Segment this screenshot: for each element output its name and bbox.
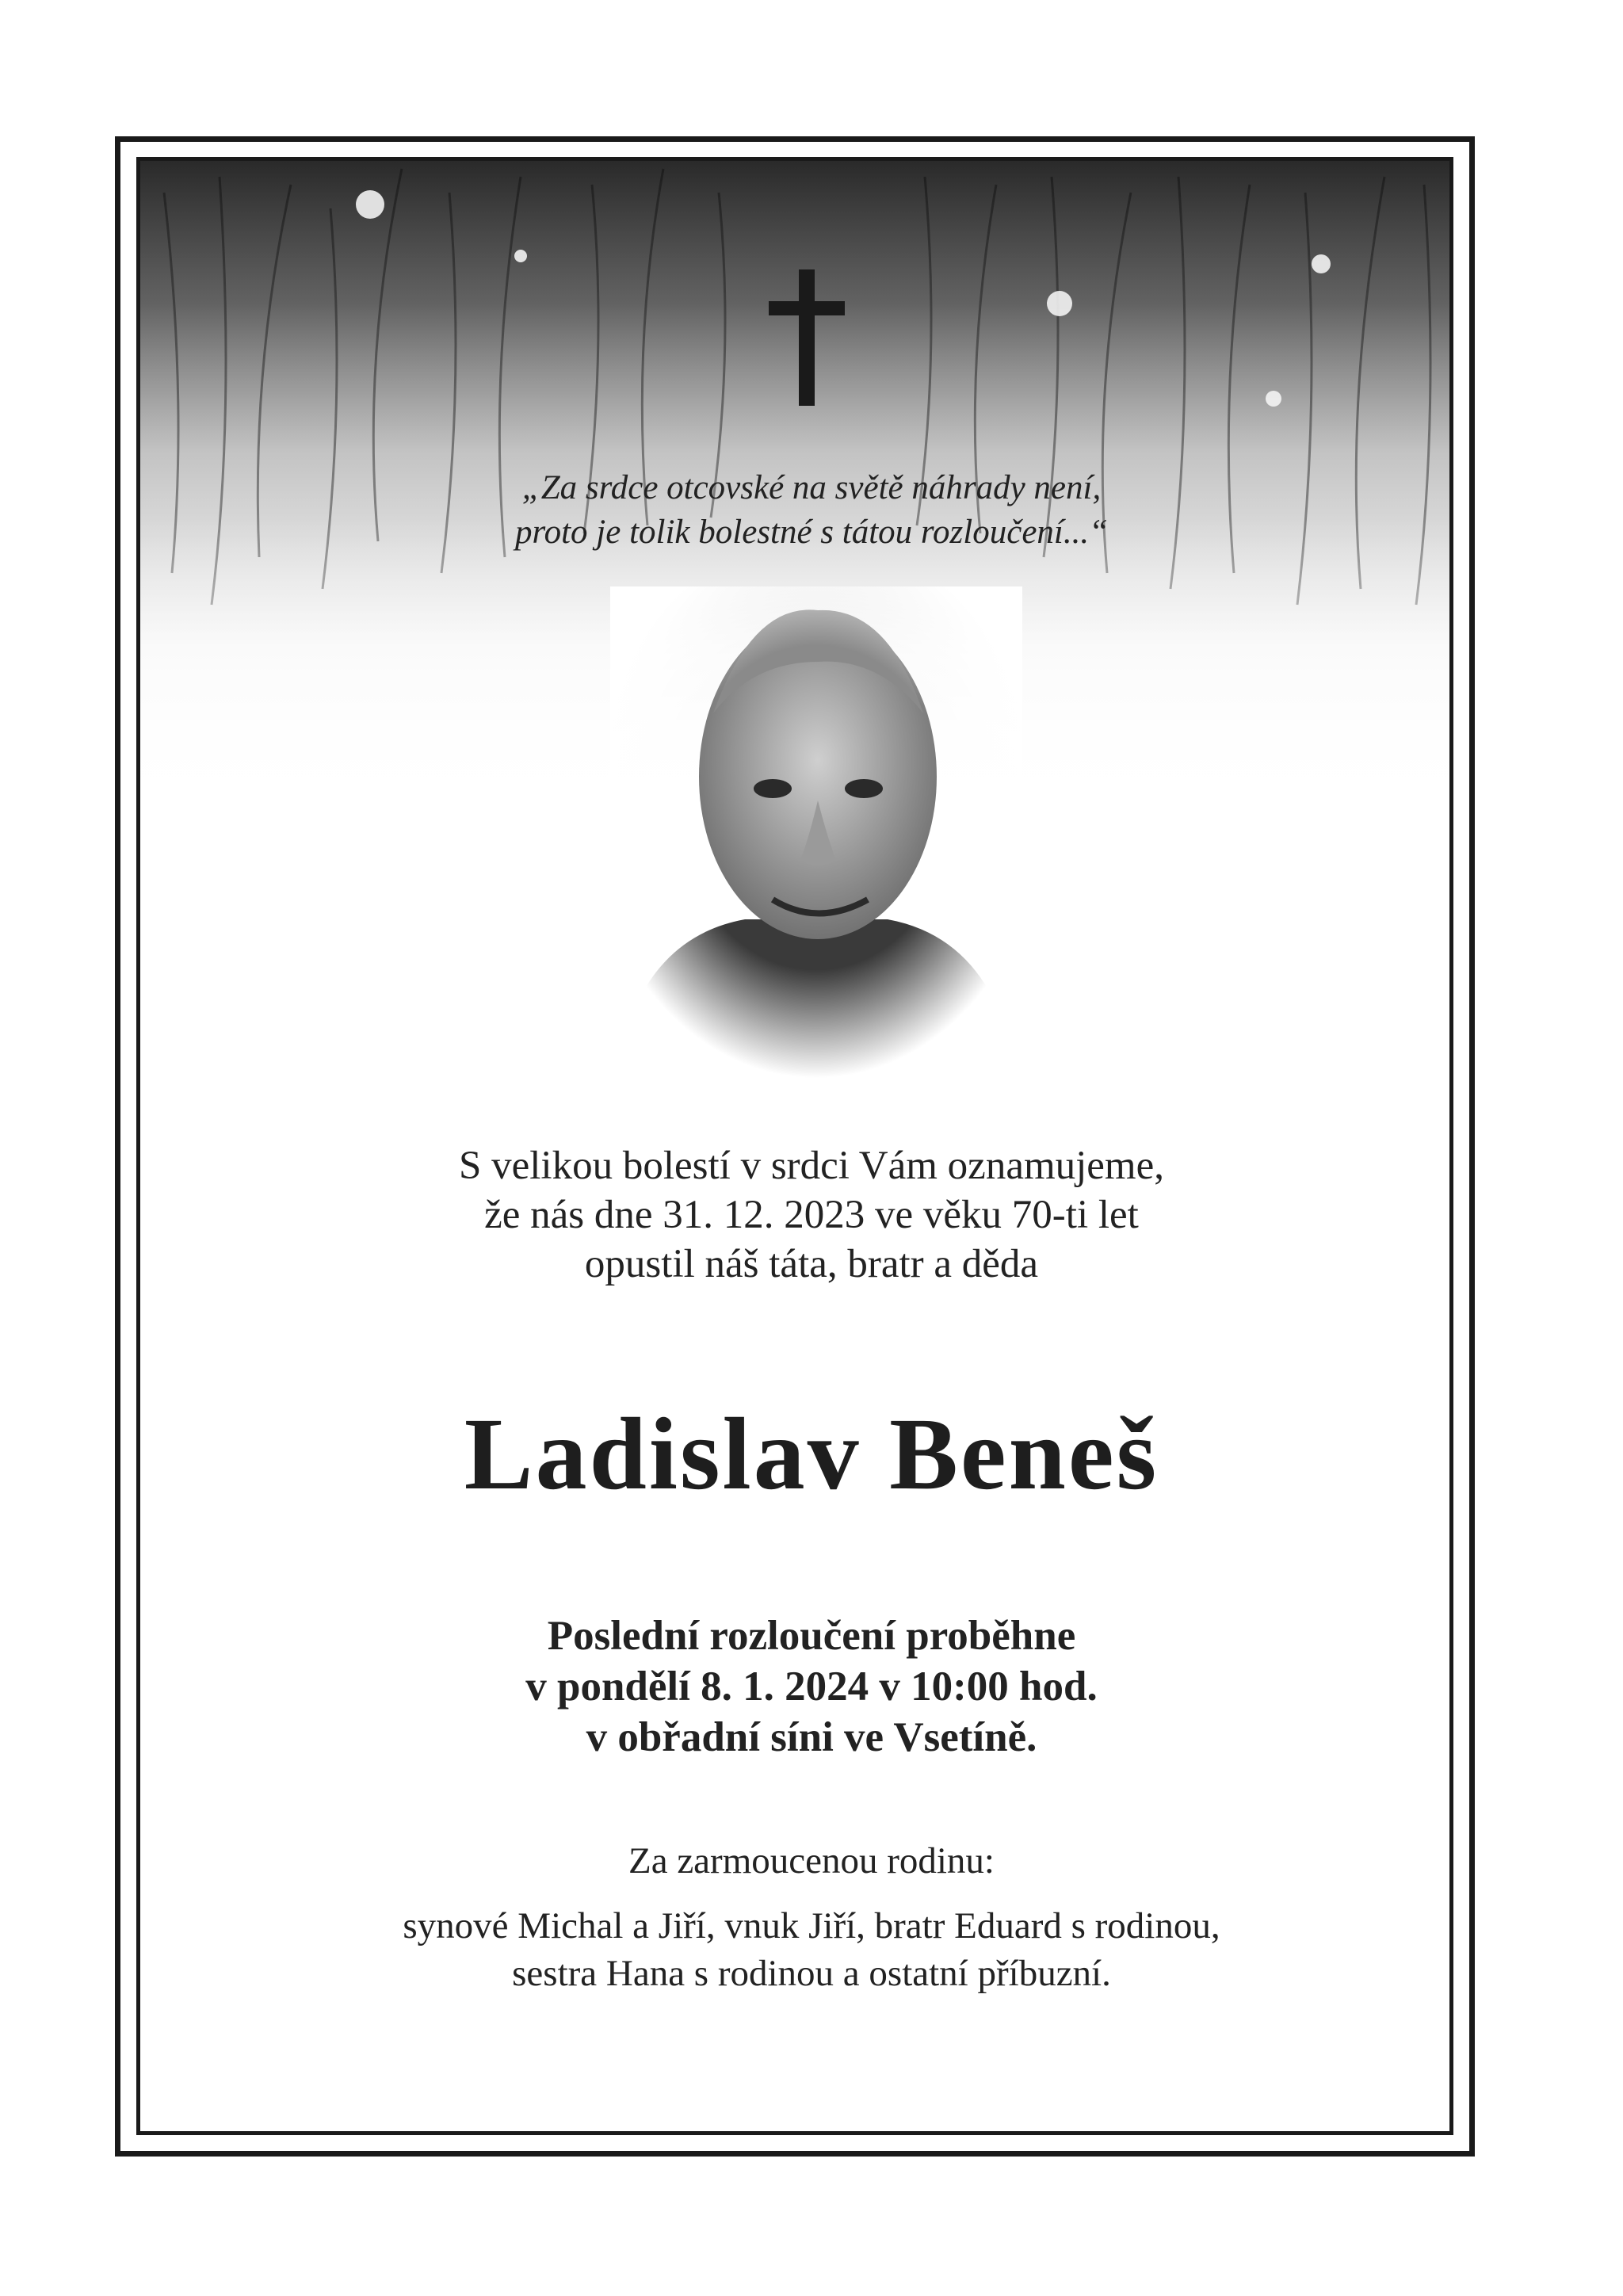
family-members [0, 1902, 1623, 1997]
family-line-1: synové Michal a Jiří, vnuk Jiří, bratr Eduard s rodinou, [403, 1905, 1220, 1946]
quote-line-2: proto je tolik bolestné s tátou rozloučení...“ [514, 514, 1109, 551]
farewell-line-1: Poslední rozloučení proběhne [547, 1613, 1076, 1659]
farewell-details [0, 1610, 1623, 1763]
announcement-line-1: S velikou bolestí v srdci Vám oznamujeme, [459, 1144, 1164, 1188]
announcement-text [0, 1141, 1623, 1289]
deceased-name: Ladislav Beneš [464, 1397, 1159, 1511]
memorial-quote [136, 466, 1487, 555]
farewell-line-2: v pondělí 8. 1. 2024 v 10:00 hod. [525, 1664, 1098, 1710]
announcement-line-2: že nás dne 31. 12. 2023 ve věku 70-ti let [484, 1193, 1139, 1237]
announcement-line-3: opustil náš táta, bratr a děda [584, 1242, 1039, 1286]
family-heading: Za zarmoucenou rodinu: [628, 1840, 995, 1881]
quote-line-1: „Za srdce otcovské na světě náhrady není, [521, 469, 1102, 506]
portrait-photo [610, 586, 1022, 1078]
family-line-2: sestra Hana s rodinou a ostatní příbuzní. [512, 1953, 1111, 1994]
cross-icon [769, 269, 845, 406]
farewell-line-3: v obřadní síni ve Vsetíně. [586, 1714, 1037, 1760]
